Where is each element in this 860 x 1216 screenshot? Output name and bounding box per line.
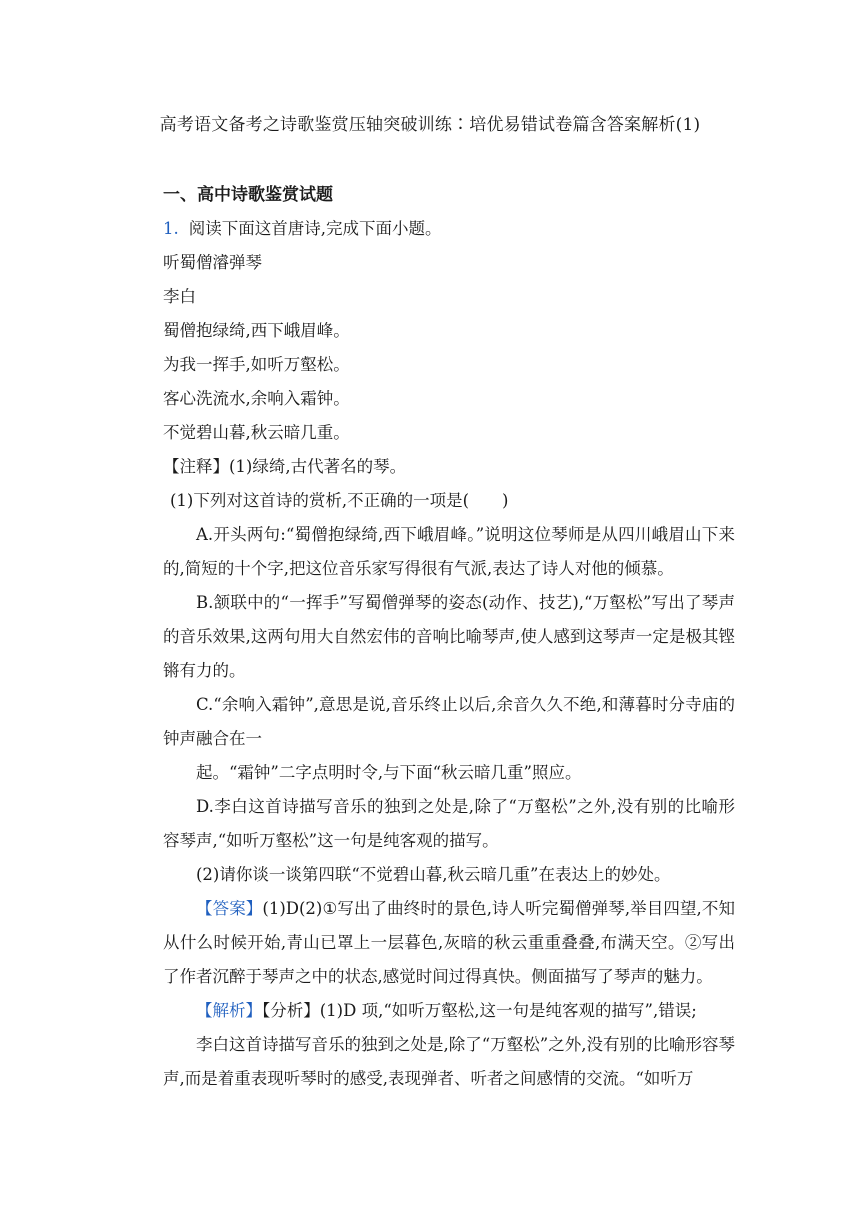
question-prompt: 阅读下面这首唐诗,完成下面小题。 (188, 219, 442, 238)
question-number: 1. (163, 219, 179, 238)
analysis-continued: 李白这首诗描写音乐的独到之处是,除了“万壑松”之外,没有别的比喻形容琴声,而是着重表现听琴时的感受,表现弹者、听者之间感情的交流。“如听万 (163, 1035, 735, 1088)
poem-line: 客心洗流水,余响入霜钟。 (163, 389, 350, 408)
document-body (163, 178, 735, 1096)
section-heading: 一、高中诗歌鉴赏试题 (163, 185, 333, 205)
analysis-block (163, 994, 735, 1028)
answer-label: 【答案】 (196, 899, 263, 918)
option-b: B.颔联中的“一挥手”写蜀僧弹琴的姿态(动作、技艺),“万壑松”写出了琴声的音乐效果,这两句用大自然宏伟的音响比喻琴声,使人感到这琴声一定是极其铿锵有力的。 (163, 593, 735, 680)
question-line (163, 212, 735, 246)
analysis-text: 【分析】(1)D 项,“如听万壑松,这一句是纯客观的描写”,错误; (262, 1001, 697, 1020)
sub-question-1: (1)下列对这首诗的赏析,不正确的一项是( ) (170, 491, 509, 510)
analysis-label: 【解析】 (196, 1001, 262, 1020)
answer-block (163, 892, 735, 994)
document-title: 高考语文备考之诗歌鉴赏压轴突破训练∶培优易错试卷篇含答案解析(1) (159, 115, 701, 135)
poem-line: 不觉碧山暮,秋云暗几重。 (163, 423, 350, 442)
poem-line: 为我一挥手,如听万壑松。 (163, 355, 350, 374)
annotation-note: 【注释】(1)绿绮,古代著名的琴。 (163, 457, 407, 476)
option-d: D.李白这首诗描写音乐的独到之处是,除了“万壑松”之外,没有别的比喻形容琴声,“如听万壑松”这一句是纯客观的描写。 (163, 797, 735, 850)
sub-question-2: (2)请你谈一谈第四联“不觉碧山暮,秋云暗几重”在表达上的妙处。 (196, 865, 671, 884)
option-c-continued: 起。“霜钟”二字点明时令,与下面“秋云暗几重”照应。 (196, 763, 582, 782)
option-a: A.开头两句:“蜀僧抱绿绮,西下峨眉峰。”说明这位琴师是从四川峨眉山下来的,简短的十个字,把这位音乐家写得很有气派,表达了诗人对他的倾慕。 (163, 525, 735, 578)
option-c: C.“余响入霜钟”,意思是说,音乐终止以后,余音久久不绝,和薄暮时分寺庙的钟声融合在一 (163, 695, 735, 748)
poem-title: 听蜀僧濬弹琴 (163, 253, 262, 272)
answer-text: (1)D(2)①写出了曲终时的景色,诗人听完蜀僧弹琴,举目四望,不知从什么时候开始,青山已罩上一层暮色,灰暗的秋云重重叠叠,布满天空。②写出了作者沉醉于琴声之中的状态,感觉时间过得真快。侧面描写了琴声的魅力。 (163, 899, 735, 986)
poem-line: 蜀僧抱绿绮,西下峨眉峰。 (163, 321, 350, 340)
poem-author: 李白 (163, 287, 196, 306)
